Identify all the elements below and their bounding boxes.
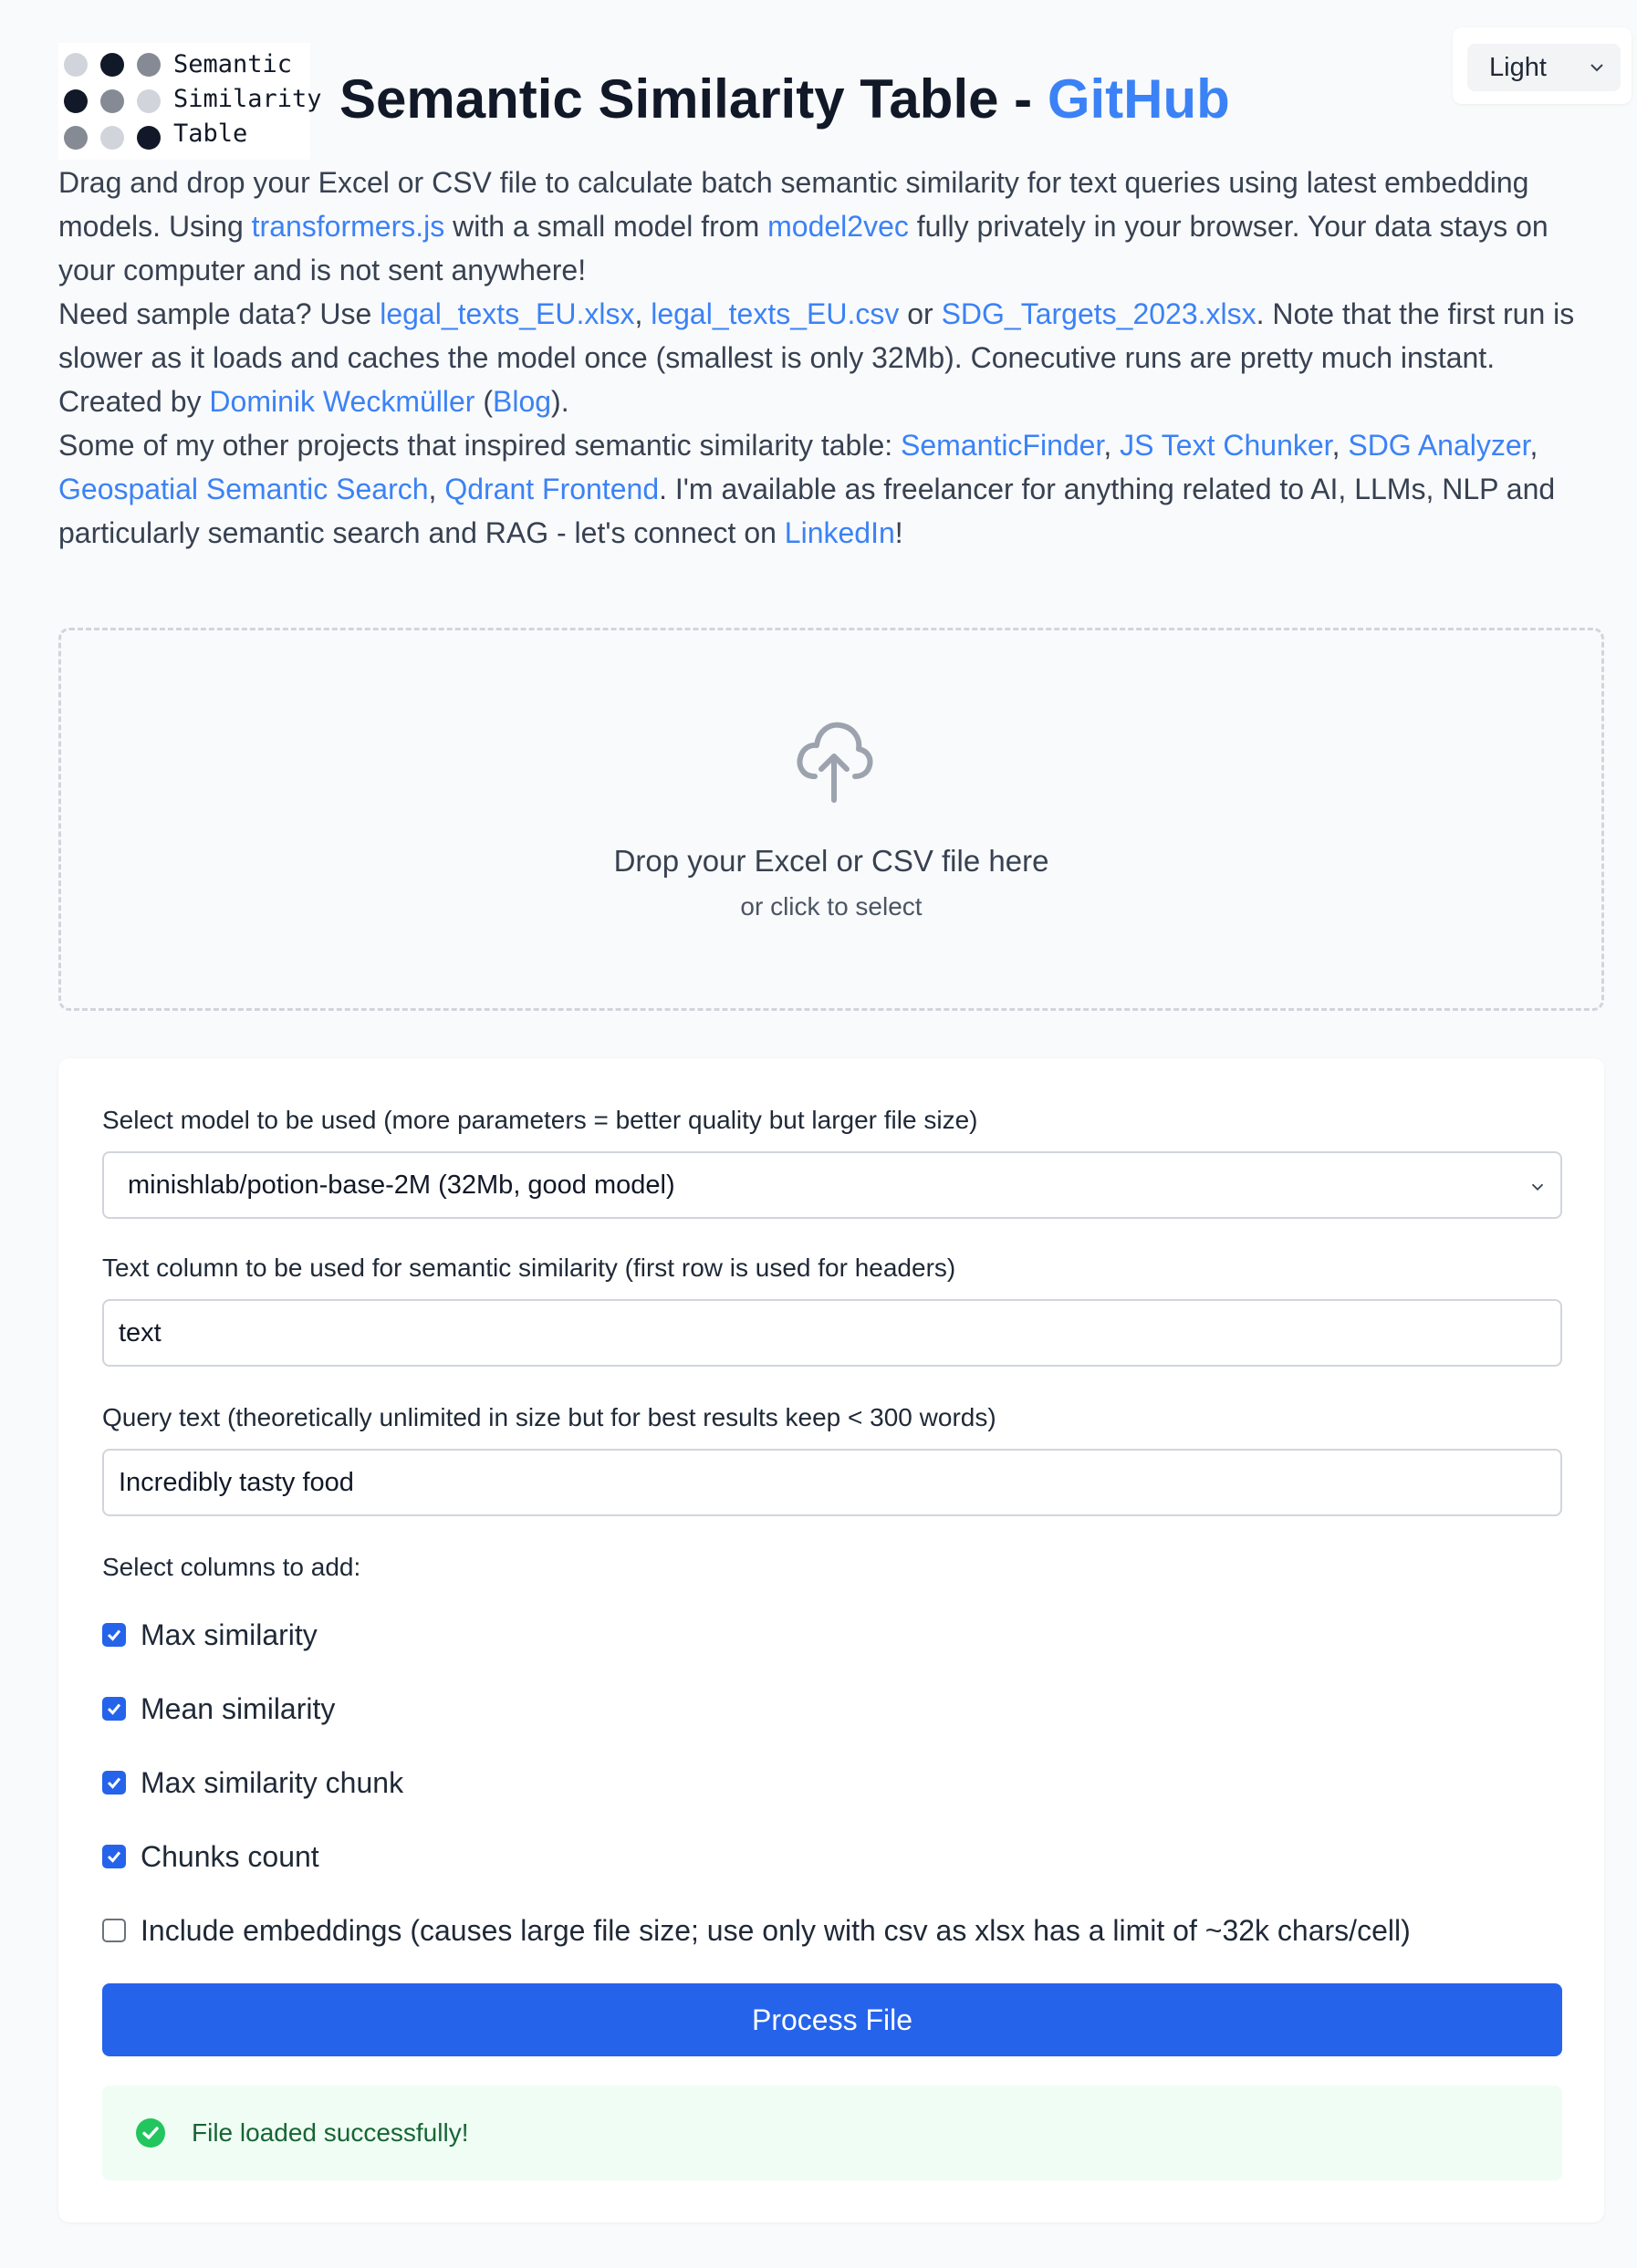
process-file-button[interactable]: Process File	[102, 1983, 1562, 2056]
sdg-targets-link[interactable]: SDG_Targets_2023.xlsx	[941, 297, 1256, 330]
checkbox-checked[interactable]	[102, 1771, 126, 1795]
geospatial-search-link[interactable]: Geospatial Semantic Search	[58, 473, 429, 505]
checkbox-checked[interactable]	[102, 1697, 126, 1721]
blog-link[interactable]: Blog	[492, 385, 552, 418]
sample-xlsx-link[interactable]: legal_texts_EU.xlsx	[380, 297, 635, 330]
model-select[interactable]	[102, 1151, 1562, 1219]
check-circle-icon	[135, 2117, 166, 2148]
intro-paragraph-3: Created by Dominik Weckmüller (Blog).	[58, 385, 569, 418]
checkmark-icon	[106, 1627, 122, 1643]
sample-csv-link[interactable]: legal_texts_EU.csv	[651, 297, 900, 330]
text-column-input[interactable]	[102, 1299, 1562, 1367]
checkbox-checked[interactable]	[102, 1623, 126, 1647]
author-link[interactable]: Dominik Weckmüller	[209, 385, 475, 418]
status-message	[102, 2086, 1562, 2180]
linkedin-link[interactable]: LinkedIn	[784, 516, 895, 549]
query-label: Query text (theoretically unlimited in size but for best results keep < 300 words)	[102, 1403, 996, 1431]
query-value: Incredibly tasty food	[119, 1467, 354, 1497]
column-option-mean-similarity[interactable]	[102, 1691, 335, 1727]
checkbox-label: Chunks count	[141, 1839, 319, 1873]
logo-text-line-3: Table	[173, 120, 248, 148]
model-select-value: minishlab/potion-base-2M (32Mb, good model)	[128, 1170, 675, 1200]
transformers-js-link[interactable]: transformers.js	[251, 210, 445, 243]
dropzone-subtitle: or click to select	[740, 892, 923, 921]
js-text-chunker-link[interactable]: JS Text Chunker	[1120, 429, 1332, 462]
cloud-upload-icon	[795, 716, 873, 804]
intro-paragraph-1: Drag and drop your Excel or CSV file to calculate batch semantic similarity for text queries using latest embedding models. Using transformers.js with a small model from model2vec fully privately in your browser. Your data stays on your computer and is not sent anywhere!	[58, 166, 1548, 286]
status-text: File loaded successfully!	[192, 2118, 469, 2147]
intro-paragraph-4: Some of my other projects that inspired semantic similarity table: SemanticFinder, JS Text Chunker, SDG Analyzer, Geospatial Semantic Search, Qdrant Frontend. I'm available as freelancer for anything related to AI, LLMs, NLP and particularly semantic search and RAG - let's connect on LinkedIn!	[58, 429, 1556, 549]
sdg-analyzer-link[interactable]: SDG Analyzer	[1348, 429, 1530, 462]
intro-paragraph-2: Need sample data? Use legal_texts_EU.xlsx, legal_texts_EU.csv or SDG_Targets_2023.xlsx. Note that the first run is slower as it loads and caches the model once (smallest is only 32Mb). Conecutive runs are pretty much instant.	[58, 297, 1575, 374]
theme-selector-container	[1453, 27, 1632, 104]
theme-select-value: Light	[1489, 52, 1547, 82]
intro-text	[58, 161, 1610, 555]
column-option-max-similarity-chunk[interactable]	[102, 1764, 403, 1801]
columns-label: Select columns to add:	[102, 1553, 361, 1581]
model2vec-link[interactable]: model2vec	[767, 210, 909, 243]
logo-text-line-1: Semantic	[173, 50, 293, 78]
model-label: Select model to be used (more parameters = better quality but larger file size)	[102, 1106, 978, 1134]
checkmark-icon	[106, 1701, 122, 1717]
checkbox-unchecked[interactable]	[102, 1919, 126, 1942]
theme-select[interactable]	[1467, 44, 1621, 91]
logo-text-line-2: Similarity	[173, 85, 322, 113]
file-dropzone[interactable]	[58, 628, 1604, 1011]
semanticfinder-link[interactable]: SemanticFinder	[901, 429, 1104, 462]
logo	[58, 43, 322, 160]
page-title: Semantic Similarity Table - GitHub	[339, 68, 1230, 130]
column-option-chunks-count[interactable]	[102, 1838, 319, 1875]
qdrant-frontend-link[interactable]: Qdrant Frontend	[444, 473, 660, 505]
query-input[interactable]	[102, 1449, 1562, 1516]
dropzone-title: Drop your Excel or CSV file here	[613, 844, 1049, 878]
text-column-value: text	[119, 1317, 162, 1347]
checkbox-label: Max similarity	[141, 1618, 318, 1651]
column-option-include-embeddings[interactable]	[102, 1912, 1411, 1949]
chevron-down-icon	[1528, 1177, 1548, 1197]
checkmark-icon	[106, 1774, 122, 1791]
checkbox-label: Mean similarity	[141, 1691, 336, 1725]
chevron-down-icon	[1586, 57, 1608, 78]
github-link[interactable]: GitHub	[1047, 68, 1230, 130]
checkbox-label: Include embeddings (causes large file size; use only with csv as xlsx has a limit of ~32k chars/cell)	[141, 1913, 1411, 1947]
checkmark-icon	[106, 1848, 122, 1865]
checkbox-label: Max similarity chunk	[141, 1765, 404, 1799]
column-option-max-similarity[interactable]	[102, 1617, 318, 1653]
checkbox-checked[interactable]	[102, 1845, 126, 1868]
text-column-label: Text column to be used for semantic similarity (first row is used for headers)	[102, 1254, 956, 1282]
settings-panel	[58, 1058, 1604, 2222]
